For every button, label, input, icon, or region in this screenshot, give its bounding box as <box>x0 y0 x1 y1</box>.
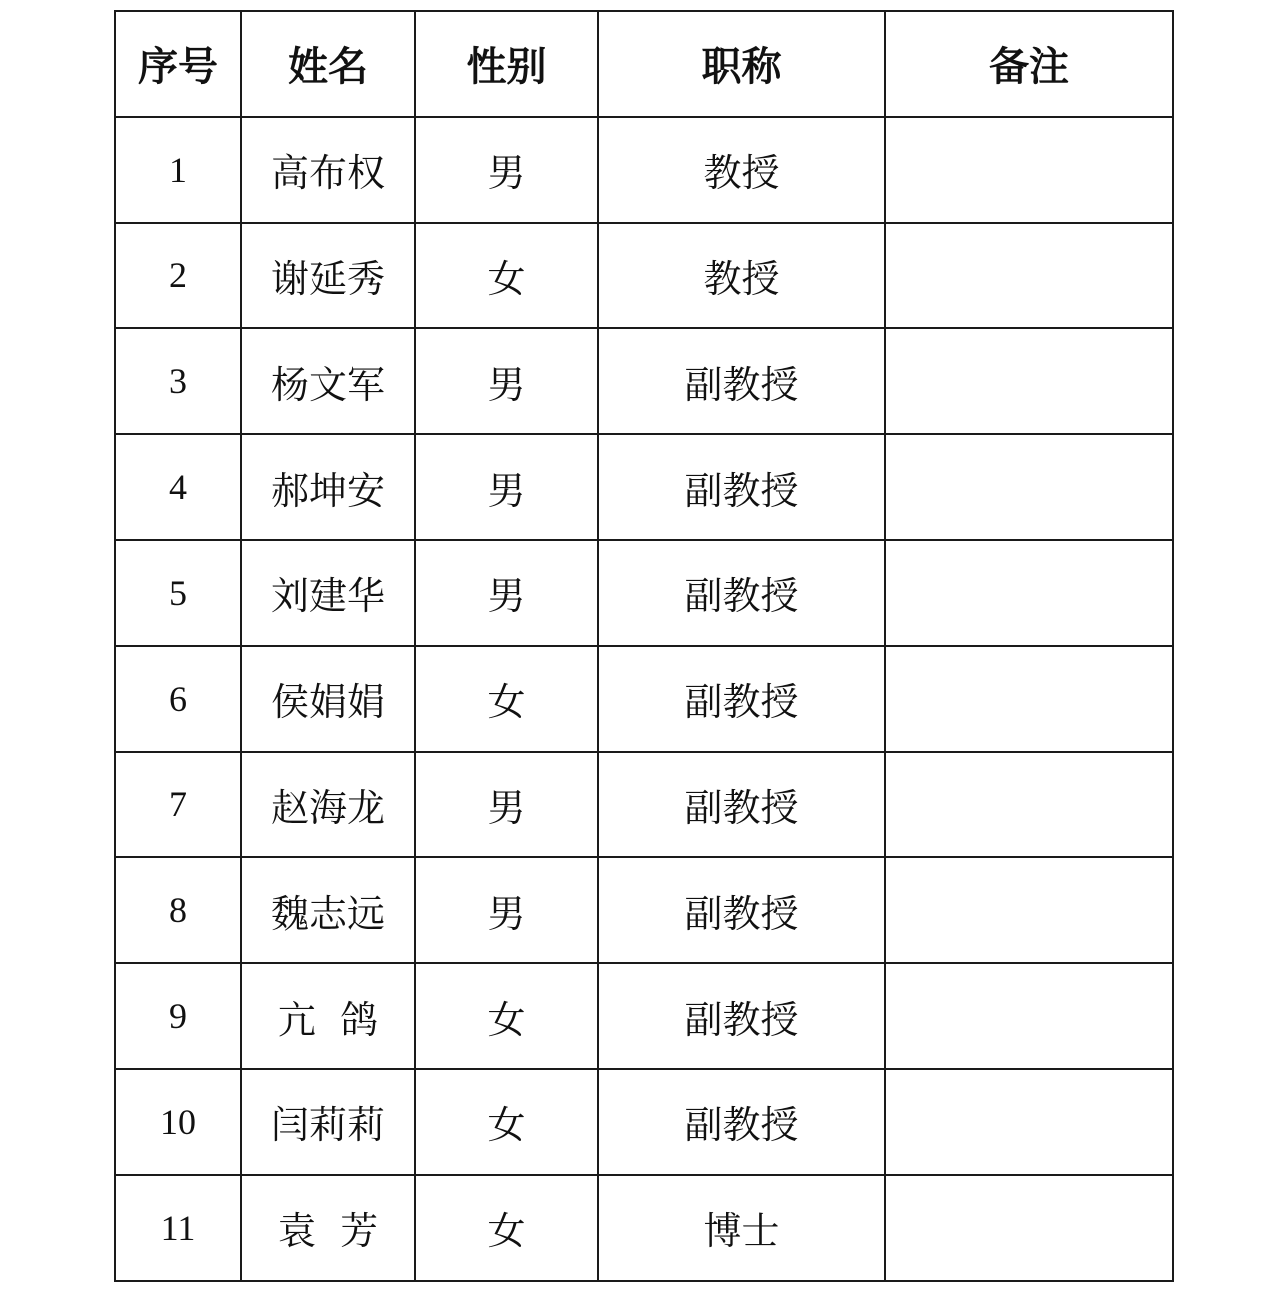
cell-title: 教授 <box>598 223 885 329</box>
cell-name: 侯娟娟 <box>241 646 415 752</box>
cell-note <box>885 223 1173 329</box>
cell-title: 副教授 <box>598 646 885 752</box>
cell-gender: 男 <box>415 752 598 858</box>
cell-title: 博士 <box>598 1175 885 1281</box>
cell-name: 袁 芳 <box>241 1175 415 1281</box>
cell-gender: 女 <box>415 1175 598 1281</box>
cell-index: 9 <box>115 963 241 1069</box>
cell-gender: 女 <box>415 223 598 329</box>
table-row <box>115 963 1173 1069</box>
cell-gender: 女 <box>415 963 598 1069</box>
cell-name: 闫莉莉 <box>241 1069 415 1175</box>
cell-name: 郝坤安 <box>241 434 415 540</box>
cell-note <box>885 1175 1173 1281</box>
cell-index: 11 <box>115 1175 241 1281</box>
header-gender: 性别 <box>415 11 598 117</box>
cell-name: 杨文军 <box>241 328 415 434</box>
cell-note <box>885 963 1173 1069</box>
cell-note <box>885 752 1173 858</box>
table-row <box>115 857 1173 963</box>
cell-gender: 女 <box>415 1069 598 1175</box>
table-row <box>115 752 1173 858</box>
cell-note <box>885 117 1173 223</box>
header-name: 姓名 <box>241 11 415 117</box>
cell-name: 赵海龙 <box>241 752 415 858</box>
cell-name: 刘建华 <box>241 540 415 646</box>
cell-gender: 男 <box>415 434 598 540</box>
cell-title: 副教授 <box>598 752 885 858</box>
cell-index: 1 <box>115 117 241 223</box>
table-row <box>115 646 1173 752</box>
cell-gender: 男 <box>415 857 598 963</box>
cell-index: 8 <box>115 857 241 963</box>
header-index: 序号 <box>115 11 241 117</box>
table-header-row <box>115 11 1173 117</box>
cell-note <box>885 328 1173 434</box>
table-row <box>115 117 1173 223</box>
cell-title: 副教授 <box>598 963 885 1069</box>
cell-gender: 男 <box>415 117 598 223</box>
cell-index: 3 <box>115 328 241 434</box>
cell-name: 高布权 <box>241 117 415 223</box>
staff-table <box>114 10 1174 1282</box>
table-row <box>115 540 1173 646</box>
cell-title: 教授 <box>598 117 885 223</box>
cell-index: 10 <box>115 1069 241 1175</box>
cell-index: 6 <box>115 646 241 752</box>
cell-title: 副教授 <box>598 434 885 540</box>
header-note: 备注 <box>885 11 1173 117</box>
cell-index: 7 <box>115 752 241 858</box>
cell-title: 副教授 <box>598 328 885 434</box>
table-row <box>115 223 1173 329</box>
table-row <box>115 328 1173 434</box>
table-row <box>115 1175 1173 1281</box>
table-row <box>115 1069 1173 1175</box>
cell-gender: 男 <box>415 328 598 434</box>
cell-index: 2 <box>115 223 241 329</box>
cell-note <box>885 434 1173 540</box>
cell-note <box>885 646 1173 752</box>
cell-gender: 女 <box>415 646 598 752</box>
cell-title: 副教授 <box>598 857 885 963</box>
header-title: 职称 <box>598 11 885 117</box>
cell-name: 亢 鸽 <box>241 963 415 1069</box>
cell-gender: 男 <box>415 540 598 646</box>
cell-note <box>885 1069 1173 1175</box>
table-row <box>115 434 1173 540</box>
cell-note <box>885 540 1173 646</box>
cell-name: 魏志远 <box>241 857 415 963</box>
cell-index: 5 <box>115 540 241 646</box>
cell-index: 4 <box>115 434 241 540</box>
cell-title: 副教授 <box>598 540 885 646</box>
cell-name: 谢延秀 <box>241 223 415 329</box>
cell-title: 副教授 <box>598 1069 885 1175</box>
cell-note <box>885 857 1173 963</box>
